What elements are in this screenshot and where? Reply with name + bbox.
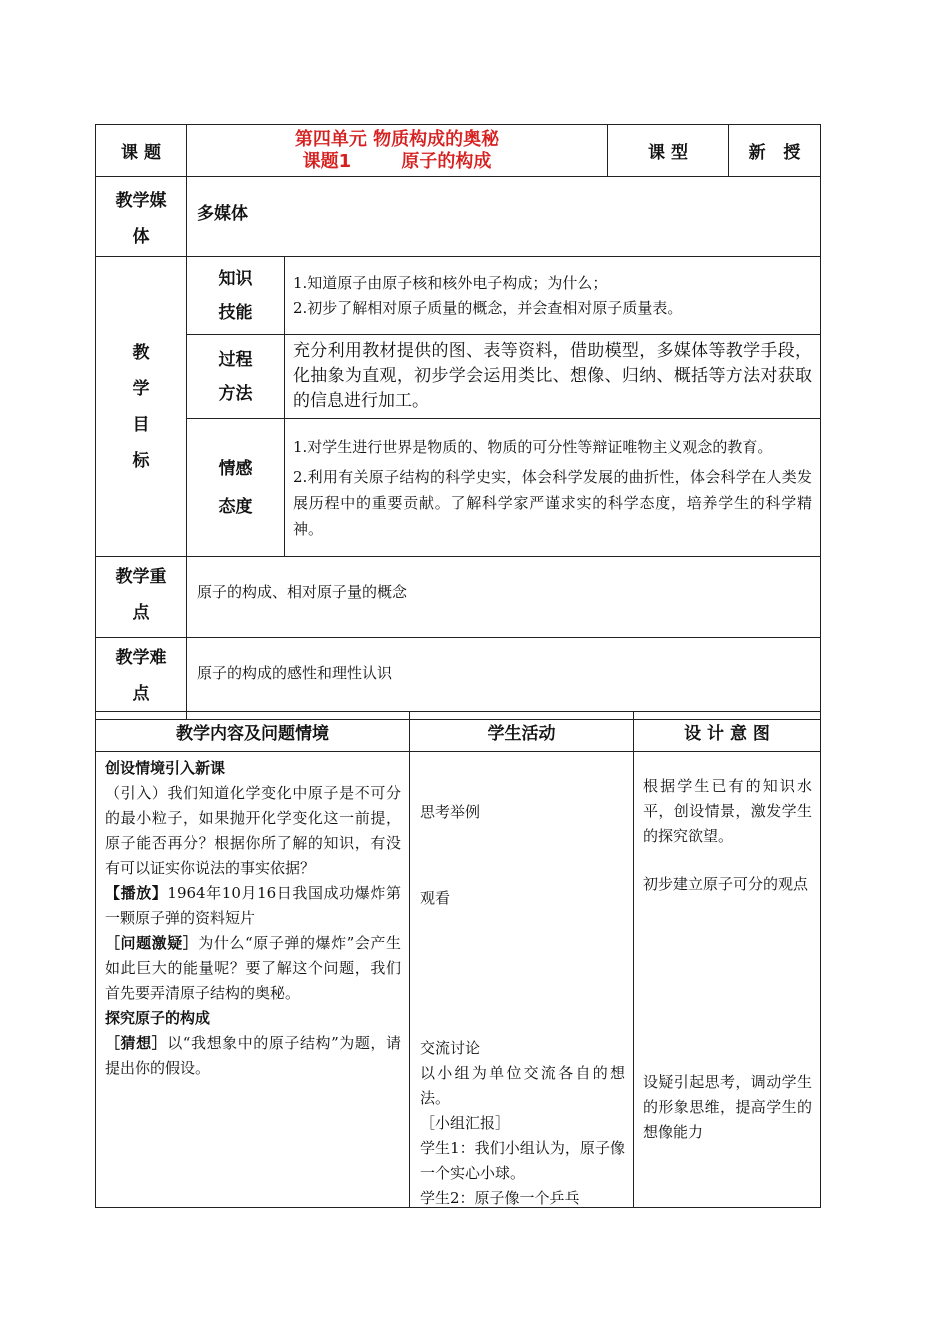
difficulties-value: 原子的构成的感性和理性认识 — [187, 638, 821, 720]
knowledge-item-2: 2.初步了解相对原子质量的概念，并会查相对原子质量表。 — [293, 298, 683, 317]
attitude-item-1: 1.对学生进行世界是物质的、物质的可分性等辩证唯物主义观念的教育。 — [293, 437, 773, 456]
media-label-line2: 体 — [132, 227, 150, 247]
difficulties-label-line1: 教学难 — [115, 648, 167, 668]
process-content: 充分利用教材提供的图、表等资料，借助模型，多媒体等教学手段，化抽象为直观，初步学会运用类比、想像、归纳、概括等方法对获取的信息进行加工。 — [285, 335, 821, 419]
type-value: 新 授 — [729, 125, 821, 177]
type-label: 课 型 — [608, 125, 729, 177]
lesson-title-line2: 课题1 原子的构成 — [302, 150, 492, 172]
activity-report: ［小组汇报］ — [420, 1114, 511, 1132]
objectives-char-4: 标 — [132, 450, 150, 471]
knowledge-content — [285, 257, 821, 335]
lesson-title-line1: 第四单元 物质构成的奥秘 — [294, 128, 500, 150]
lesson-process-table — [95, 711, 821, 1208]
objectives-char-2: 学 — [132, 378, 150, 399]
activity-group: 以小组为单位交流各自的想法。 — [420, 1064, 625, 1107]
column-header-design: 设 计 意 图 — [634, 712, 821, 752]
attitude-label — [187, 419, 285, 557]
activity-discussion — [420, 1036, 625, 1211]
key-points-label-line2: 点 — [132, 603, 150, 623]
design-intent-3: 设疑引起思考，调动学生的形象思维，提高学生的想像能力 — [643, 1073, 812, 1141]
lesson-info-table — [95, 124, 821, 720]
objectives-char-3: 目 — [132, 414, 150, 435]
content-guess — [105, 1031, 401, 1081]
lesson-title — [187, 125, 608, 177]
content-question-tag: ［问题激疑］ — [105, 934, 199, 952]
objectives-label — [96, 257, 187, 557]
knowledge-label — [187, 257, 285, 335]
column-header-content: 教学内容及问题情境 — [96, 712, 410, 752]
difficulties-label-line2: 点 — [132, 684, 150, 704]
content-heading-explore: 探究原子的构成 — [105, 1009, 211, 1027]
process-label — [187, 335, 285, 419]
key-points-value: 原子的构成、相对原子量的概念 — [187, 557, 821, 638]
attitude-label-line2: 态度 — [218, 496, 253, 517]
process-label-line2: 方法 — [218, 383, 253, 404]
design-cell — [634, 752, 821, 1208]
knowledge-item-1: 1.知道原子由原子核和核外电子构成；为什么； — [293, 273, 608, 292]
activity-watch: 观看 — [420, 889, 451, 907]
media-label — [96, 177, 187, 257]
media-label-line1: 教学媒 — [115, 191, 167, 211]
activity-cell — [410, 752, 634, 1208]
content-play-tag: 【播放】 — [105, 884, 168, 902]
activity-discuss: 交流讨论 — [420, 1039, 481, 1057]
content-question-text: 为什么“原子弹的爆炸”会产生如此巨大的能量呢？要了解这个问题，我们首先要弄清原子结构的奥秘。 — [105, 934, 401, 1002]
key-points-label — [96, 557, 187, 638]
attitude-label-line1: 情感 — [218, 458, 253, 479]
knowledge-label-line2: 技能 — [218, 302, 253, 323]
content-cell — [96, 752, 410, 1208]
design-intent-1: 根据学生已有的知识水平，创设情景，激发学生的探究欲望。 — [643, 777, 812, 845]
difficulties-label — [96, 638, 187, 720]
attitude-item-2: 2.利用有关原子结构的科学史实，体会科学发展的曲折性，体会科学在人类发展历程中的重要贡献。了解科学家严谨求实的科学态度，培养学生的科学精神。 — [293, 467, 813, 538]
content-guess-text: 以“我想象中的原子结构”为题，请提出你的假设。 — [105, 1034, 401, 1077]
process-label-line1: 过程 — [218, 349, 253, 370]
content-play-text: 1964年10月16日我国成功爆炸第一颗原子弹的资料短片 — [105, 884, 401, 927]
knowledge-label-line1: 知识 — [218, 268, 253, 289]
attitude-content — [285, 419, 821, 557]
column-header-activity: 学生活动 — [410, 712, 634, 752]
activity-think: 思考举例 — [420, 803, 481, 821]
content-play — [105, 881, 401, 931]
topic-label: 课 题 — [96, 125, 187, 177]
media-value: 多媒体 — [187, 177, 821, 257]
content-heading-intro: 创设情境引入新课 — [105, 759, 226, 777]
key-points-label-line1: 教学重 — [115, 567, 167, 587]
activity-student1: 学生1：我们小组认为，原子像一个实心小球。 — [420, 1139, 625, 1182]
content-intro: （引入）我们知道化学变化中原子是不可分的最小粒子，如果抛开化学变化这一前提，原子能否再分？根据你所了解的知识，有没有可以证实你说法的事实依据？ — [105, 784, 401, 877]
activity-student2: 学生2：原子像一个乒乓 — [420, 1189, 580, 1207]
content-question — [105, 931, 401, 1006]
content-guess-tag: ［猜想］ — [105, 1034, 168, 1052]
objectives-char-1: 教 — [132, 342, 150, 363]
design-intent-2: 初步建立原子可分的观点 — [643, 875, 809, 893]
